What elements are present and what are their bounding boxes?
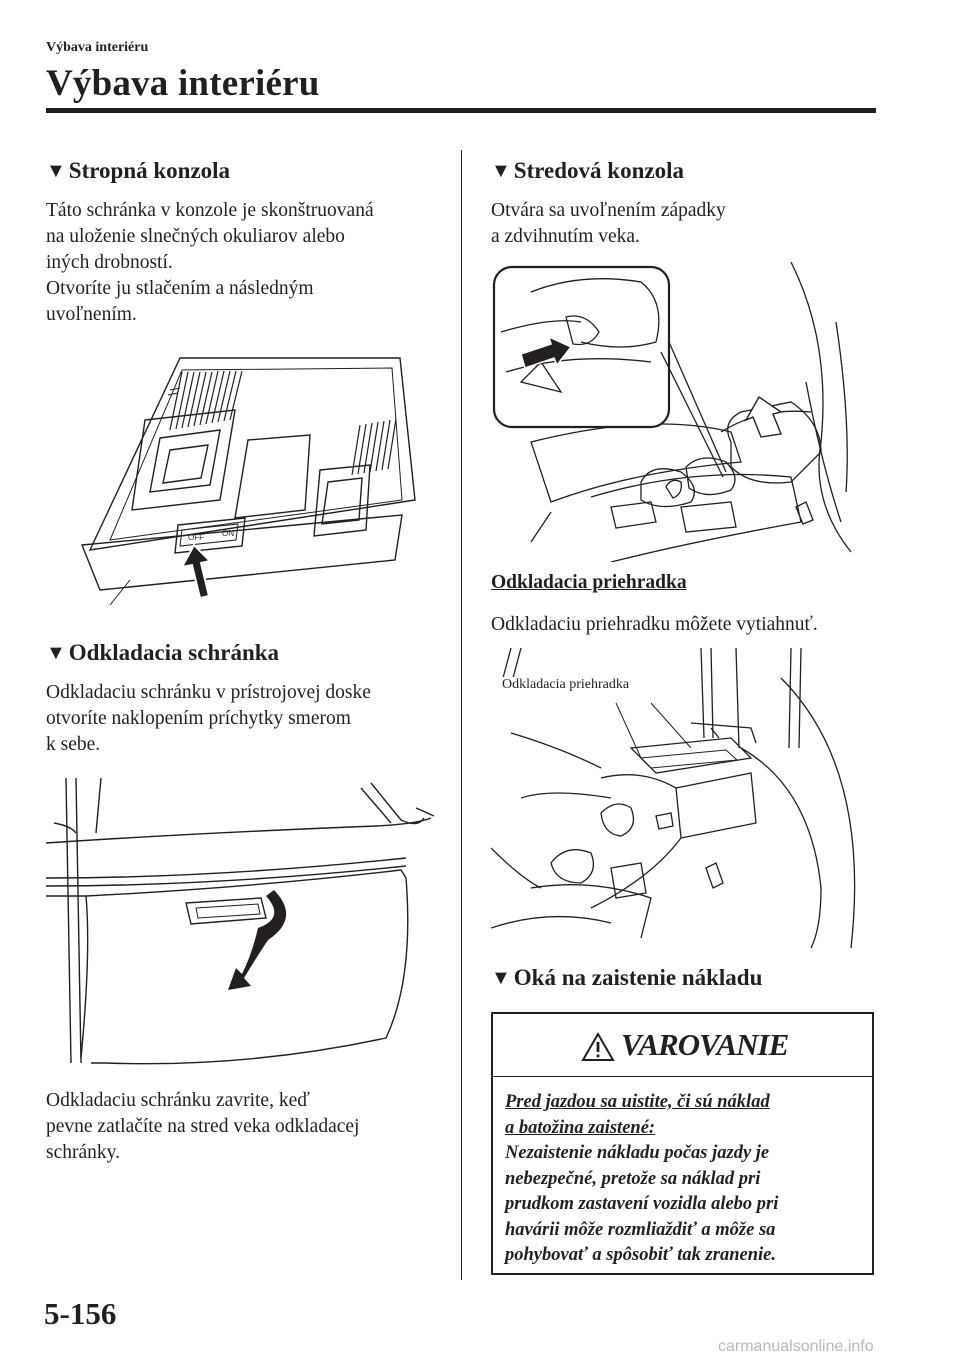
warning-text-line: pohybovať a spôsobiť tak zranenie. (505, 1245, 776, 1265)
warning-lead-line: a batožina zaistené: (505, 1117, 656, 1138)
text-line: schránky. (46, 1142, 121, 1163)
text-line: a zdvihnutím veka. (491, 226, 640, 247)
warning-triangle-icon (581, 1032, 615, 1062)
warning-title: VAROVANIE (621, 1027, 789, 1062)
center-console-figure (491, 262, 881, 562)
text-line: na uloženie slnečných okuliarov alebo (46, 226, 345, 247)
watermark: carmanualsonline.info (718, 1338, 874, 1355)
overhead-console-text (46, 198, 374, 328)
triangle-down-icon: ▼ (46, 160, 66, 182)
glove-box-text (46, 680, 371, 758)
warning-box (491, 1012, 874, 1275)
storage-tray-figure (491, 648, 881, 948)
section-heading-text: Oká na zaistenie nákladu (513, 965, 763, 990)
storage-tray-subheading: Odkladacia priehradka (491, 572, 687, 593)
text-line: pevne zatlačíte na stred veka odkladacej (46, 1116, 360, 1137)
breadcrumb: Výbava interiéru (46, 40, 149, 55)
section-heading-text: Stropná konzola (68, 158, 231, 183)
storage-tray-text: Odkladaciu priehradku môžete vytiahnuť. (491, 614, 818, 635)
section-heading-text: Odkladacia schránka (68, 640, 280, 665)
text-line: Odkladaciu schránku v prístrojovej doske (46, 682, 371, 703)
overhead-console-figure (70, 350, 440, 610)
storage-tray-callout: Odkladacia priehradka (502, 677, 630, 692)
glove-box-figure (46, 778, 436, 1068)
text-line: Táto schránka v konzole je skonštruovaná (46, 200, 374, 221)
warning-text-line: havárii môže rozmliaždiť a môže sa (505, 1219, 776, 1240)
section-heading-text: Stredová konzola (513, 158, 684, 183)
latch-detail-inset (494, 267, 669, 427)
warning-lead-line: Pred jazdou sa uistite, či sú náklad (505, 1092, 770, 1112)
warning-text-line: prudkom zastavení vozidla alebo pri (505, 1194, 779, 1214)
title-rule (46, 108, 876, 113)
text-line: Otvára sa uvoľnením západky (491, 200, 726, 221)
section-heading-overhead-console (46, 158, 230, 184)
page-number: 5-156 (44, 1296, 117, 1331)
text-line: Otvoríte ju stlačením a následným (46, 278, 314, 299)
switch-off-label: OFF (188, 533, 204, 542)
text-line: Odkladaciu schránku zavrite, keď (46, 1090, 310, 1111)
section-heading-center-console (491, 158, 684, 184)
text-line: k sebe. (46, 734, 101, 755)
center-console-text (491, 198, 726, 250)
lift-arrow-icon (746, 397, 781, 437)
warning-body (505, 1090, 778, 1269)
glove-box-close-text (46, 1088, 359, 1166)
page-title: Výbava interiéru (46, 63, 320, 104)
text-line: iných drobností. (46, 252, 173, 273)
text-line: otvoríte naklopením príchytky smerom (46, 708, 351, 729)
triangle-down-icon: ▼ (491, 160, 511, 182)
warning-text-line: Nezaistenie nákladu počas jazdy je (505, 1143, 770, 1163)
warning-text-line: nebezpečné, pretože sa náklad pri (505, 1168, 761, 1189)
triangle-down-icon: ▼ (491, 967, 511, 989)
text-line: uvoľnením. (46, 304, 137, 325)
section-heading-cargo-hooks (491, 965, 762, 991)
column-divider (461, 150, 462, 1280)
warning-header (493, 1014, 872, 1077)
switch-on-label: ON (222, 529, 234, 538)
triangle-down-icon: ▼ (46, 642, 66, 664)
push-arrow-icon (182, 545, 210, 598)
section-heading-glove-box (46, 640, 279, 666)
